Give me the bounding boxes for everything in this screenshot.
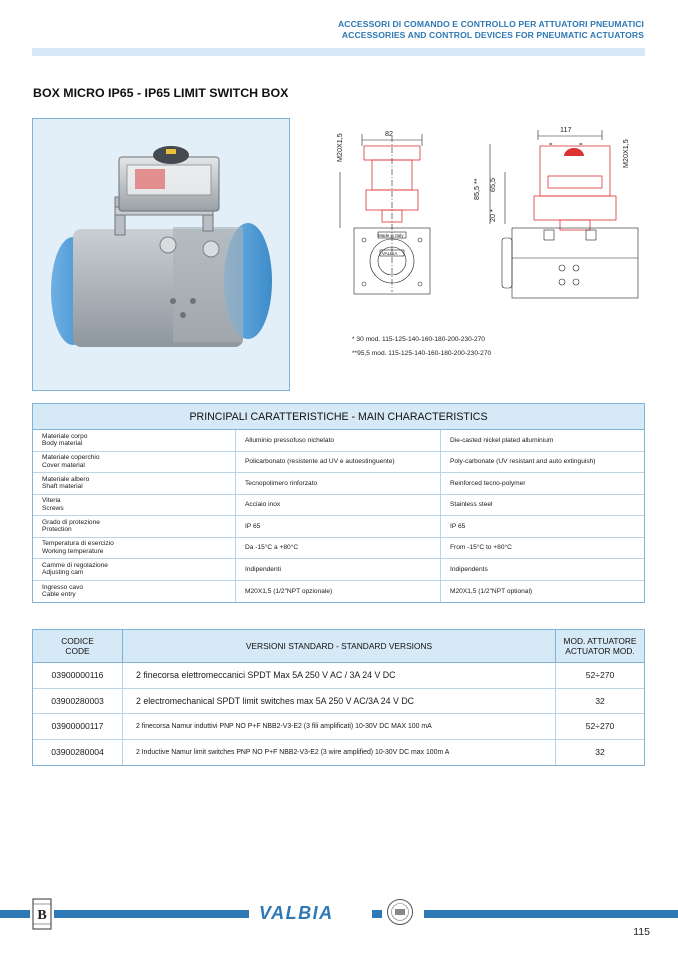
actuator-model: 52÷270 [585,721,615,732]
dim-height-box: 65,5 [488,178,497,192]
dim-height-overall: 85,5 ** [472,178,481,200]
drawing-brand: VALBIA [382,251,398,256]
footer-bar-mid [54,910,249,918]
table-row [33,430,644,452]
product-code: 03900000116 [33,663,123,688]
property-it: Temperatura di esercizio [42,540,114,548]
footer-bar-gap [372,910,382,918]
property-en: Protection [42,526,72,534]
header-band [32,48,645,56]
value-it: Da -15°C a +80°C [236,538,441,559]
property-en: Screws [42,504,64,512]
product-code: 03900000117 [33,714,123,739]
characteristics-heading: PRINCIPALI CARATTERISTICHE - MAIN CHARACTERISTICS [33,404,644,430]
dim-width-right: 117 [560,125,572,134]
footer-bar-left [0,910,30,918]
table-row [33,581,644,603]
footer-bar-right [424,910,678,918]
limit-switch-box-illustration [33,119,290,391]
table-row [33,689,644,715]
value-en: Die-casted nickel plated alluminium [450,436,554,444]
characteristics-table [32,403,645,603]
version-description: 2 finecorsa elettromeccanici SPDT Max 5A 250 V AC / 3A 24 V DC [123,663,556,688]
property-it: Camme di regolazione [42,561,108,569]
product-code: 03900280003 [33,689,123,714]
property-en: Body material [42,440,83,448]
table-row [33,473,644,495]
dim-width-left: 82 [385,129,393,138]
property-it: Materiale coperchio [42,454,100,462]
table-row [33,495,644,517]
property-it: Materiale corpo [42,432,88,440]
group-logo-icon [32,898,52,930]
header-code-it: CODICE [61,636,94,646]
value-it: Alluminio pressofuso nichelato [236,430,441,451]
property-en: Shaft material [42,483,83,491]
table-row [33,740,644,766]
table-row [33,559,644,581]
column-header-code [33,630,123,662]
property-en: Cable entry [42,591,76,599]
page-number: 115 [633,926,650,938]
value-en: Indipendents [450,565,488,573]
dim-thread-right: M20X1,5 [621,139,630,168]
header-code-en: CODE [65,646,90,656]
value-en: From -15°C to +80°C [450,544,512,552]
header-line-italian: ACCESSORI DI COMANDO E CONTROLLO PER ATTUATORI PNEUMATICI [337,19,644,29]
property-en: Working temperature [42,547,104,555]
table-row [33,516,644,538]
drawing-note-2: **95,5 mod. 115-125-140-160-180-200-230-270 [352,350,492,357]
drawing-note-1: * 30 mod. 115-125-140-160-180-200-230-270 [352,336,485,343]
actuator-model: 32 [595,747,605,758]
property-it: Grado di protezione [42,518,100,526]
property-it: Materiale albero [42,475,90,483]
value-en: Reinforced tecno-polymer [450,479,526,487]
versions-header [33,630,644,663]
actuator-model: 32 [595,695,605,706]
technical-drawing [320,116,645,331]
header-line-english: ACCESSORIES AND CONTROL DEVICES FOR PNEUMATIC ACTUATORS [341,30,644,40]
header-mod-en: ACTUATOR MOD. [565,646,635,656]
versions-table [32,629,645,766]
value-en: Poly-carbonate (UV resistant and auto extinguish) [450,458,596,466]
version-description: 2 finecorsa Namur induttivi PNP NO P+F NBB2-V3-E2 (3 fili amplificati) 10-30V DC MAX 100 mA [123,714,556,739]
value-it: Indipendenti [236,559,441,580]
value-en: Stainless steel [450,501,493,509]
brand-logo: VALBIA [259,903,334,923]
dim-eq-right: = [579,142,583,148]
value-it: IP 65 [236,516,441,537]
property-it: Viteria [42,497,61,505]
actuator-model: 52÷270 [585,670,615,681]
column-header-versions: VERSIONI STANDARD - STANDARD VERSIONS [123,630,556,662]
value-en: M20X1,5 (1/2"NPT optional) [450,587,533,595]
dim-height-base: 20 * [488,209,497,222]
page-header [338,19,644,41]
dim-thread-left: M20X1,5 [335,133,344,162]
table-row [33,538,644,560]
dim-eq-left: = [549,142,553,148]
drawing-made-in-italy: Made in Italy [378,233,404,238]
header-mod-it: MOD. ATTUATORE [563,636,637,646]
version-description: 2 Inductive Namur limit switches PNP NO P+F NBB2-V3-E2 (3 wire amplified) 10-30V DC max 100m A [123,740,556,766]
property-it: Ingresso cavo [42,583,84,591]
table-row [33,663,644,689]
value-it: Tecnopolimero rinforzato [236,473,441,494]
column-header-actuator [556,630,644,662]
table-row [33,714,644,740]
value-it: M20X1,5 (1/2"NPT opzionale) [236,581,441,603]
group-logo-letter: B [37,908,47,923]
product-code: 03900280004 [33,740,123,766]
certification-seal-icon [386,898,414,926]
page-title: BOX MICRO IP65 - IP65 LIMIT SWITCH BOX [33,86,289,100]
property-en: Cover material [42,461,85,469]
version-description: 2 electromechanical SPDT limit switches max 5A 250 V AC/3A 24 V DC [123,689,556,714]
product-photo [32,118,290,391]
value-it: Acciaio inox [236,495,441,516]
value-en: IP 65 [450,522,466,530]
table-row [33,452,644,474]
property-en: Adjusting cam [42,569,84,577]
value-it: Policarbonato (resistente ad UV e autoestinguente) [236,452,441,473]
